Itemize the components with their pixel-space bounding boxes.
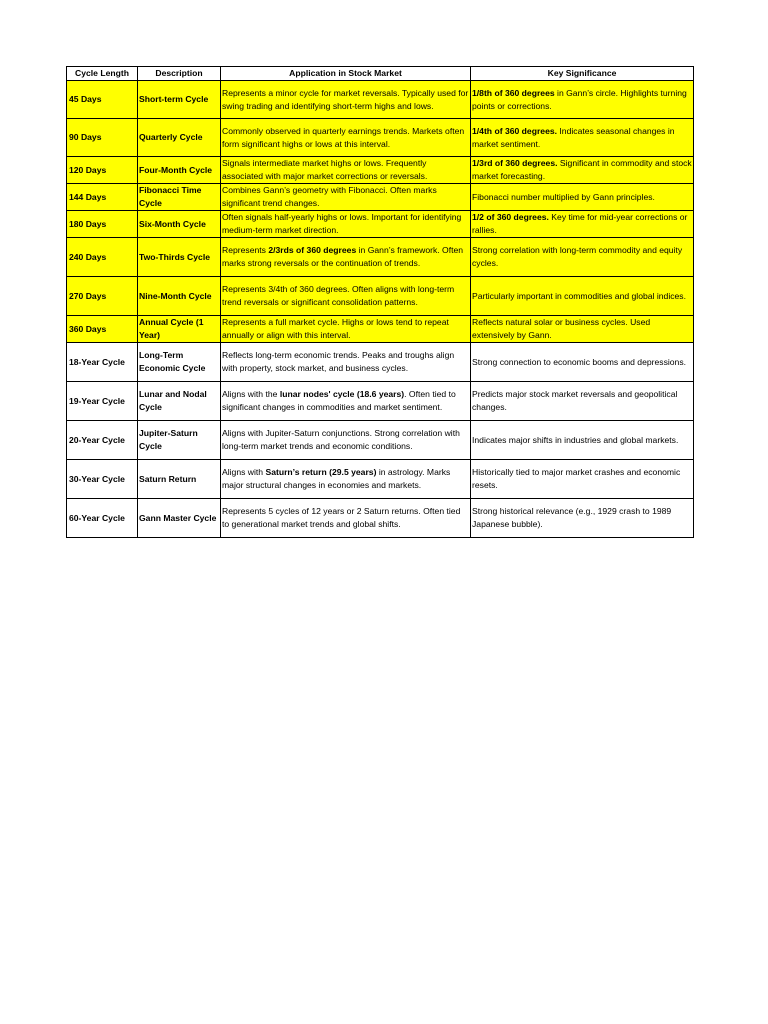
table-row [67, 238, 694, 277]
significance-cell [471, 211, 694, 238]
description-cell: Long-Term Economic Cycle [138, 343, 221, 382]
cycle-length-cell: 45 Days [67, 81, 138, 119]
application-cell [221, 421, 471, 460]
header-row [67, 67, 694, 81]
significance-cell [471, 499, 694, 538]
table-row [67, 421, 694, 460]
cycle-length-cell: 360 Days [67, 316, 138, 343]
cycle-length-cell: 20-Year Cycle [67, 421, 138, 460]
description-cell: Two-Thirds Cycle [138, 238, 221, 277]
significance-cell [471, 157, 694, 184]
cycle-length-cell: 30-Year Cycle [67, 460, 138, 499]
table-row [67, 184, 694, 211]
table-row [67, 81, 694, 119]
text-segment: in Gann’s framework. Often marks strong reversals or the continuation of trends. [222, 245, 464, 268]
text-segment: Represents [222, 245, 269, 255]
significance-cell [471, 119, 694, 157]
text-segment: Signals intermediate market highs or lows. Frequently associated with major market corrections or reversals. [222, 158, 428, 181]
application-cell [221, 81, 471, 119]
description-cell: Four-Month Cycle [138, 157, 221, 184]
table-row [67, 157, 694, 184]
table-row [67, 119, 694, 157]
table-row [67, 316, 694, 343]
text-segment: Combines Gann’s geometry with Fibonacci. Often marks significant trend changes. [222, 185, 437, 208]
application-cell [221, 184, 471, 211]
description-cell: Lunar and Nodal Cycle [138, 382, 221, 421]
header-application: Application in Stock Market [221, 67, 471, 81]
text-segment: Particularly important in commodities and global indices. [472, 290, 686, 301]
significance-cell [471, 382, 694, 421]
table-row [67, 277, 694, 316]
description-cell: Gann Master Cycle [138, 499, 221, 538]
cycle-length-cell: 144 Days [67, 184, 138, 211]
text-segment: Predicts major stock market reversals and geopolitical changes. [472, 389, 678, 412]
text-segment: Fibonacci number multiplied by Gann principles. [472, 191, 655, 202]
bold-text-segment: Saturn’s return (29.5 years) [265, 467, 377, 477]
bold-text-segment: lunar nodes' cycle (18.6 years) [279, 389, 405, 399]
table-row [67, 499, 694, 538]
bold-text-segment: 1/2 of 360 degrees. [472, 212, 549, 222]
significance-cell [471, 460, 694, 499]
significance-cell [471, 238, 694, 277]
text-segment: Strong connection to economic booms and depressions. [472, 356, 687, 367]
text-segment: Historically tied to major market crashes and economic resets. [472, 467, 681, 490]
description-cell: Nine-Month Cycle [138, 277, 221, 316]
text-segment: Significant in commodity and stock market forecasting. [472, 158, 692, 181]
text-segment: Reflects long-term economic trends. Peaks and troughs align with property, stock market, and business cycles. [222, 350, 455, 373]
cycle-length-cell: 90 Days [67, 119, 138, 157]
header-cycle-length: Cycle Length [67, 67, 138, 81]
text-segment: Reflects natural solar or business cycles. Used extensively by Gann. [472, 317, 651, 340]
application-cell [221, 343, 471, 382]
text-segment: Often signals half-yearly highs or lows. Important for identifying medium-term market direction. [222, 212, 462, 235]
cycle-length-cell: 60-Year Cycle [67, 499, 138, 538]
application-cell [221, 382, 471, 421]
description-cell: Quarterly Cycle [138, 119, 221, 157]
significance-cell [471, 421, 694, 460]
text-segment: Aligns with the [222, 389, 280, 399]
cycle-length-cell: 19-Year Cycle [67, 382, 138, 421]
application-cell [221, 316, 471, 343]
text-segment: Strong correlation with long-term commodity and equity cycles. [472, 245, 683, 268]
text-segment: in Gann’s circle. Highlights turning points or corrections. [472, 87, 687, 111]
description-cell: Saturn Return [138, 460, 221, 499]
application-cell [221, 499, 471, 538]
significance-cell [471, 277, 694, 316]
bold-text-segment: 1/8th of 360 degrees [472, 87, 555, 98]
description-cell: Six-Month Cycle [138, 211, 221, 238]
bold-text-segment: 1/4th of 360 degrees. [472, 125, 558, 136]
header-description: Description [138, 67, 221, 81]
application-cell [221, 211, 471, 238]
text-segment: Indicates major shifts in industries and global markets. [472, 434, 679, 445]
text-segment: Represents 3/4th of 360 degrees. Often aligns with long-term trend reversals or significant consolidation patterns. [222, 284, 455, 307]
significance-cell [471, 343, 694, 382]
application-cell [221, 119, 471, 157]
text-segment: Represents 5 cycles of 12 years or 2 Saturn returns. Often tied to generational market trends and global shifts. [222, 506, 461, 529]
text-segment: in astrology. Marks major structural changes in economies and markets. [222, 467, 451, 490]
significance-cell [471, 184, 694, 211]
text-segment: Indicates seasonal changes in market sentiment. [472, 125, 675, 149]
text-segment: . Often tied to significant changes in commodities and market sentiment. [222, 389, 456, 412]
application-cell [221, 238, 471, 277]
cycle-length-cell: 240 Days [67, 238, 138, 277]
header-key-significance: Key Significance [471, 67, 694, 81]
table-header [67, 67, 694, 81]
cycle-length-cell: 180 Days [67, 211, 138, 238]
description-cell: Fibonacci Time Cycle [138, 184, 221, 211]
table-body [67, 81, 694, 538]
cycle-length-cell: 18-Year Cycle [67, 343, 138, 382]
bold-text-segment: 1/3rd of 360 degrees. [472, 158, 558, 168]
description-cell: Annual Cycle (1 Year) [138, 316, 221, 343]
text-segment: Represents a minor cycle for market reversals. Typically used for swing trading and identifying short-term highs and lows. [222, 87, 469, 111]
cycle-length-cell: 120 Days [67, 157, 138, 184]
gann-cycles-table [66, 66, 694, 538]
significance-cell [471, 81, 694, 119]
text-segment: Strong historical relevance (e.g., 1929 crash to 1989 Japanese bubble). [472, 506, 672, 529]
table-row [67, 382, 694, 421]
application-cell [221, 277, 471, 316]
description-cell: Jupiter-Saturn Cycle [138, 421, 221, 460]
table-row [67, 460, 694, 499]
description-cell: Short-term Cycle [138, 81, 221, 119]
text-segment: Commonly observed in quarterly earnings trends. Markets often form significant highs or lows at this interval. [222, 125, 465, 149]
cycle-length-cell: 270 Days [67, 277, 138, 316]
table-row [67, 343, 694, 382]
application-cell [221, 157, 471, 184]
application-cell [221, 460, 471, 499]
text-segment: Key time for mid-year corrections or rallies. [472, 212, 688, 235]
text-segment: Aligns with [222, 467, 266, 477]
text-segment: Aligns with Jupiter-Saturn conjunctions. Strong correlation with long-term market trends and economic conditions. [222, 428, 460, 451]
significance-cell [471, 316, 694, 343]
text-segment: Represents a full market cycle. Highs or lows tend to repeat annually or align with this interval. [222, 317, 449, 340]
table-row [67, 211, 694, 238]
bold-text-segment: 2/3rds of 360 degrees [268, 245, 357, 255]
